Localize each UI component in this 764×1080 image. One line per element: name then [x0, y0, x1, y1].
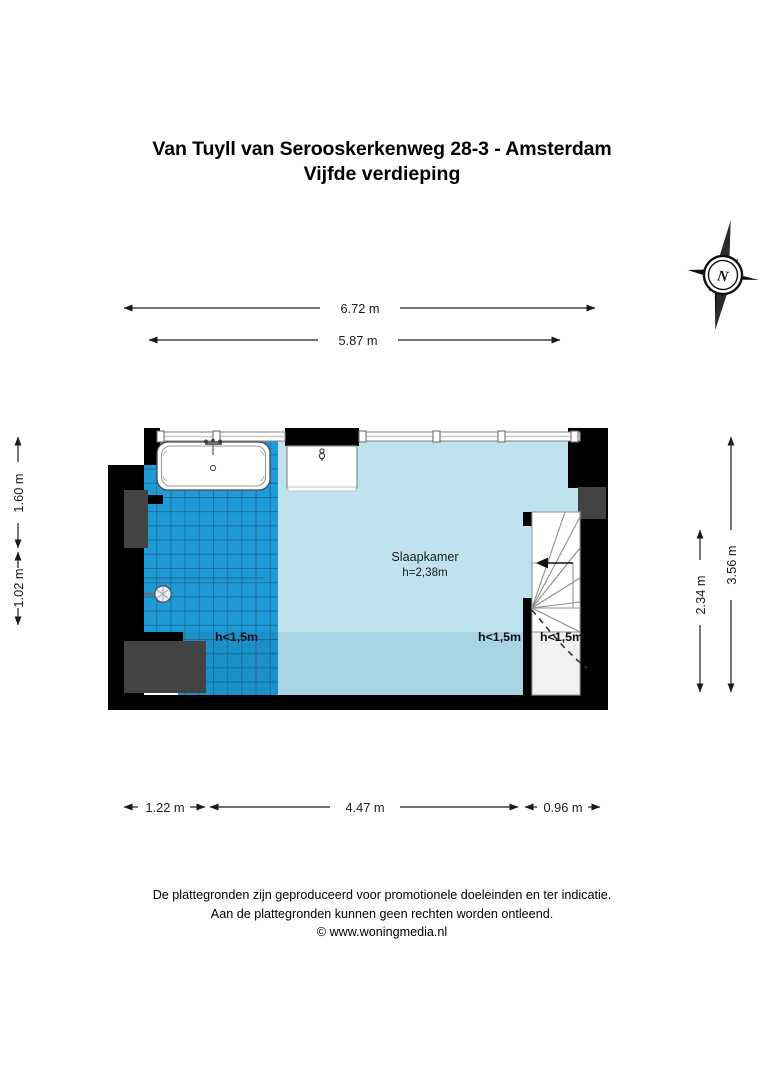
disclaimer-line-1: De plattegronden zijn geproduceerd voor promotionele doeleinden en ter indicatie. [152, 888, 612, 902]
disclaimer-line-2: Aan de plattegronden kunnen geen rechten worden ontleend. [210, 906, 554, 921]
dimension-left-upper-label: 1.60 m [11, 473, 26, 513]
floor-subtitle: Vijfde verdieping [303, 163, 461, 185]
alcove-bottom-left [124, 641, 206, 693]
dimension-left-lower-label: 1.02 m [11, 568, 26, 608]
window-mullion [433, 431, 440, 442]
copyright-line: © www.woningmedia.nl [316, 925, 448, 939]
low-ceiling-label-stairs: h<1,5m [540, 630, 584, 644]
dimension-bottom-right-label: 0.96 m [543, 800, 583, 815]
dimension-top-outer-label: 6.72 m [340, 301, 380, 316]
dimension-right-inner-label: 2.34 m [693, 575, 708, 615]
window-mullion [498, 431, 505, 442]
window-mullion [157, 431, 164, 442]
dimension-top-inner-label: 5.87 m [338, 333, 378, 348]
dimension-bottom-middle-label: 4.47 m [345, 800, 385, 815]
window-mullion [571, 431, 578, 442]
room-label-slaapkamer: Slaapkamer [391, 550, 459, 564]
window-mullion [359, 431, 366, 442]
staircase [532, 512, 587, 695]
low-ceiling-label-bathroom: h<1,5m [215, 630, 259, 644]
compass-icon [680, 216, 764, 335]
bathtub [157, 439, 270, 490]
washbasin-unit [287, 446, 357, 491]
low-ceiling-label-bedroom: h<1,5m [478, 630, 522, 644]
address-title: Van Tuyll van Serooskerkenweg 28-3 - Amsterdam [152, 138, 612, 160]
alcove-right [578, 487, 606, 519]
compass-north-label: N [716, 268, 730, 286]
dimension-right-outer-label: 3.56 m [724, 545, 739, 585]
alcove-top-left [124, 490, 148, 548]
dimension-bottom-left-label: 1.22 m [145, 800, 185, 815]
room-height-slaapkamer: h=2,38m [402, 566, 448, 579]
bathtub-drain [210, 465, 215, 470]
